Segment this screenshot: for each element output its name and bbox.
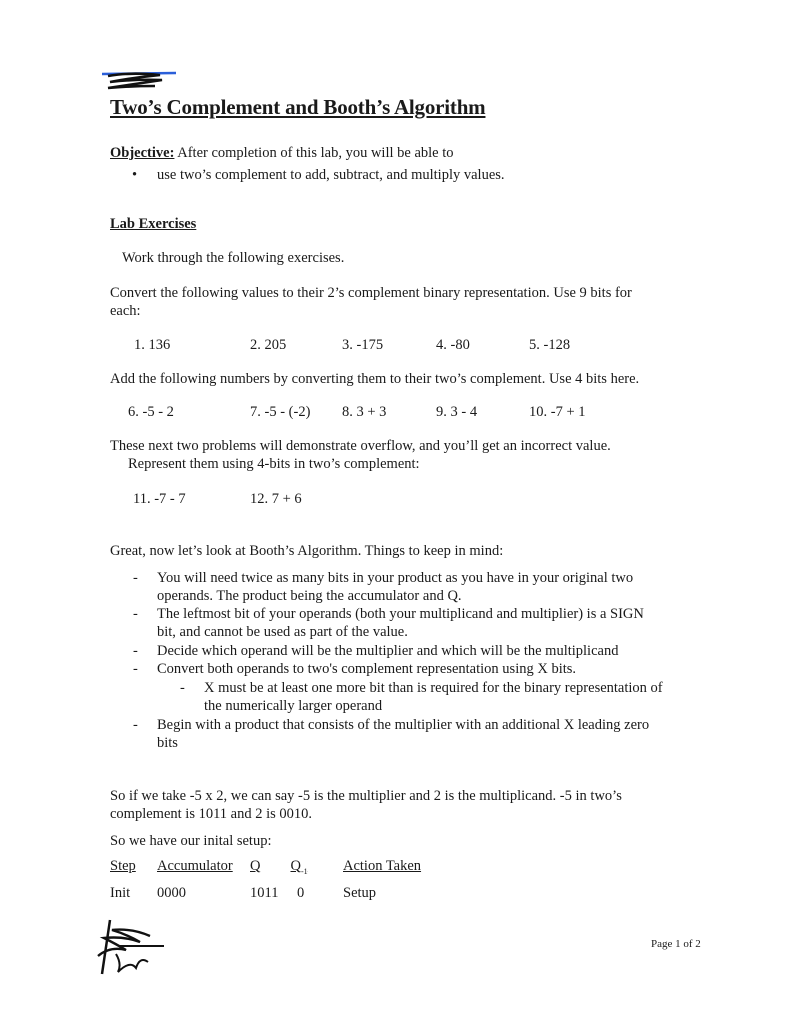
lab-heading: Lab Exercises: [110, 216, 197, 232]
problem-item: 1. 136: [134, 337, 171, 353]
problem-item: 7. -5 - (-2): [250, 404, 311, 420]
table-header-accumulator: Accumulator: [157, 858, 233, 874]
overflow-line1: These next two problems will demonstrate overflow, and you’ll get an incorrect value.: [110, 438, 611, 454]
scribble-mark-icon: [100, 66, 180, 96]
table-cell-step: Init: [110, 885, 131, 901]
problem-item: 6. -5 - 2: [128, 404, 174, 420]
problem-item: 12. 7 + 6: [250, 491, 302, 507]
booth-point-cont: bit, and cannot be used as part of the value.: [157, 624, 408, 640]
booth-point-cont: operands. The product being the accumulator and Q.: [157, 588, 462, 604]
table-cell-accumulator: 0000: [157, 885, 186, 901]
table-header-q-1-label: Q: [290, 858, 301, 874]
objective-label: Objective:: [110, 145, 175, 161]
add-instruction: Add the following numbers by converting them to their two’s complement. Use 4 bits here.: [110, 371, 640, 387]
table-header-q: [250, 857, 320, 881]
dash-icon: -: [133, 570, 138, 586]
table-header-step: Step: [110, 858, 136, 874]
booth-point: Decide which operand will be the multiplier and which will be the multiplicand: [157, 643, 619, 659]
dash-icon: -: [133, 643, 138, 659]
dash-icon: -: [133, 661, 138, 677]
bullet-icon: •: [132, 167, 138, 183]
booth-point-cont: bits: [157, 735, 178, 751]
intro-text: Work through the following exercises.: [122, 250, 345, 266]
table-cell-q-1: 0: [297, 885, 305, 901]
booth-subpoint: X must be at least one more bit than is required for the binary representation of: [204, 680, 663, 696]
table-cell-q: 1011: [250, 885, 279, 901]
overflow-line2: Represent them using 4-bits in two’s complement:: [128, 456, 420, 472]
table-cell-action: Setup: [343, 885, 377, 901]
booth-subpoint-cont: the numerically larger operand: [204, 698, 383, 714]
booth-point: You will need twice as many bits in your product as you have in your original two: [157, 570, 634, 586]
booth-point: Begin with a product that consists of the multiplier with an additional X leading zero: [157, 717, 650, 733]
example-line1: So if we take -5 x 2, we can say -5 is the multiplier and 2 is the multiplicand. -5 in two’s: [110, 788, 622, 804]
booth-intro: Great, now let’s look at Booth’s Algorithm. Things to keep in mind:: [110, 543, 504, 559]
objective: [110, 144, 454, 162]
table-header-q-1-sub: -1: [300, 866, 308, 876]
objective-bullet: use two’s complement to add, subtract, and multiply values.: [157, 167, 505, 183]
table-header-q-label: Q: [250, 858, 261, 874]
problem-item: 5. -128: [529, 337, 571, 353]
problem-item: 11. -7 - 7: [133, 491, 186, 507]
problem-item: 9. 3 - 4: [436, 404, 478, 420]
problem-item: 4. -80: [436, 337, 470, 353]
setup-intro: So we have our inital setup:: [110, 833, 272, 849]
problem-item: 10. -7 + 1: [529, 404, 586, 420]
page-number: Page 1 of 2: [651, 938, 701, 950]
signature-icon: [90, 916, 170, 980]
table-header-action: Action Taken: [343, 858, 422, 874]
booth-point: The leftmost bit of your operands (both your multiplicand and multiplier) is a SIGN: [157, 606, 644, 622]
dash-icon: -: [180, 680, 185, 696]
dash-icon: -: [133, 606, 138, 622]
dash-icon: -: [133, 717, 138, 733]
problem-item: 2. 205: [250, 337, 287, 353]
objective-text: After completion of this lab, you will be able to: [177, 145, 454, 161]
page-title: Two’s Complement and Booth’s Algorithm: [110, 95, 486, 119]
problem-item: 3. -175: [342, 337, 384, 353]
example-line2: complement is 1011 and 2 is 0010.: [110, 806, 313, 822]
convert-instruction-line1: Convert the following values to their 2’s complement binary representation. Use 9 bits for: [110, 285, 632, 301]
convert-instruction-line2: each:: [110, 303, 141, 319]
problem-item: 8. 3 + 3: [342, 404, 387, 420]
booth-point: Convert both operands to two's complement representation using X bits.: [157, 661, 577, 677]
